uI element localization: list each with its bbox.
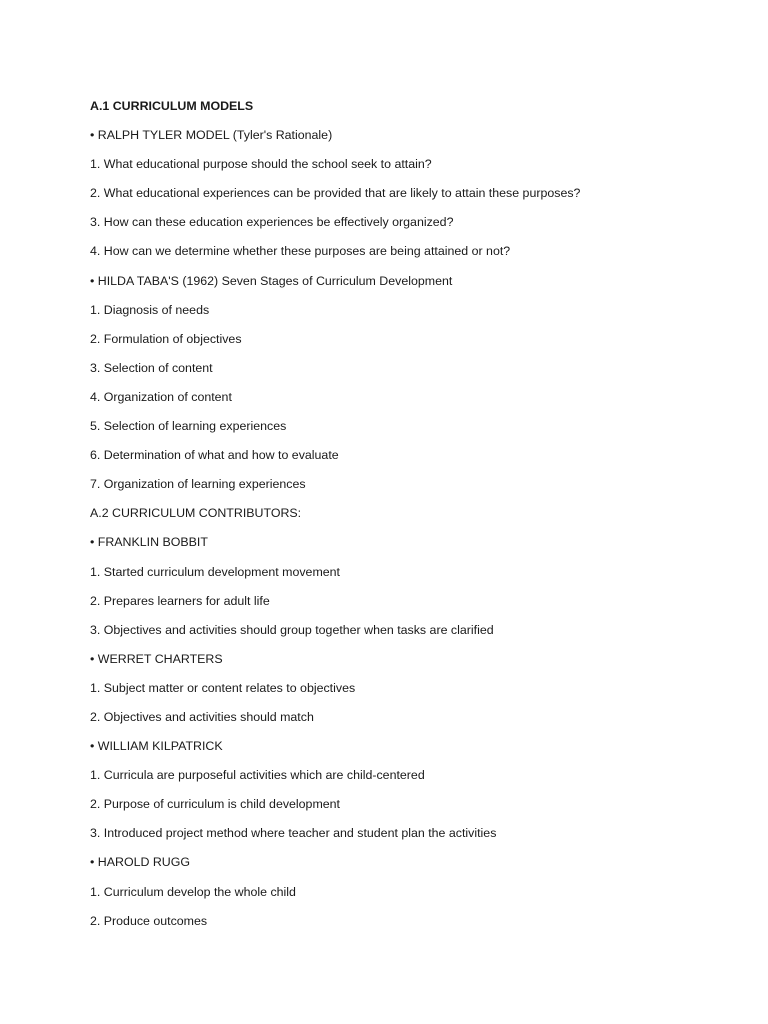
list-item: 1. Subject matter or content relates to objectives bbox=[90, 680, 356, 695]
list-item: 3. Objectives and activities should group together when tasks are clarified bbox=[90, 622, 494, 637]
document-body bbox=[90, 92, 730, 936]
bullet-heading: • WERRET CHARTERS bbox=[90, 651, 223, 666]
list-item: 2. Formulation of objectives bbox=[90, 331, 242, 346]
list-item: 3. Selection of content bbox=[90, 360, 213, 375]
list-item: 2. Prepares learners for adult life bbox=[90, 593, 270, 608]
list-item: 1. Curricula are purposeful activities which are child-centered bbox=[90, 768, 425, 783]
list-item: 1. Curriculum develop the whole child bbox=[90, 884, 296, 899]
list-item: 5. Selection of learning experiences bbox=[90, 419, 287, 434]
list-item: 2. Produce outcomes bbox=[90, 913, 208, 928]
bullet-heading: • RALPH TYLER MODEL (Tyler's Rationale) bbox=[90, 128, 333, 143]
list-item: 3. Introduced project method where teacher and student plan the activities bbox=[90, 826, 497, 841]
list-item: 1. Diagnosis of needs bbox=[90, 302, 210, 317]
bullet-heading: • WILLIAM KILPATRICK bbox=[90, 739, 223, 754]
list-item: 7. Organization of learning experiences bbox=[90, 477, 306, 492]
bullet-heading: • FRANKLIN BOBBIT bbox=[90, 535, 208, 550]
list-item: 2. Objectives and activities should match bbox=[90, 709, 314, 724]
section-heading: A.2 CURRICULUM CONTRIBUTORS: bbox=[90, 506, 302, 521]
list-item: 6. Determination of what and how to evaluate bbox=[90, 448, 339, 463]
list-item: 1. What educational purpose should the school seek to attain? bbox=[90, 157, 432, 172]
list-item: 2. Purpose of curriculum is child development bbox=[90, 797, 340, 812]
list-item: 4. Organization of content bbox=[90, 389, 232, 404]
bullet-heading: • HILDA TABA'S (1962) Seven Stages of Curriculum Development bbox=[90, 273, 453, 288]
list-item: 4. How can we determine whether these purposes are being attained or not? bbox=[90, 244, 511, 259]
bullet-heading: • HAROLD RUGG bbox=[90, 855, 191, 870]
section-heading: A.1 CURRICULUM MODELS bbox=[90, 99, 254, 113]
list-item: 2. What educational experiences can be provided that are likely to attain these purposes? bbox=[90, 186, 581, 201]
list-item: 1. Started curriculum development movement bbox=[90, 564, 340, 579]
list-item: 3. How can these education experiences be effectively organized? bbox=[90, 215, 454, 230]
